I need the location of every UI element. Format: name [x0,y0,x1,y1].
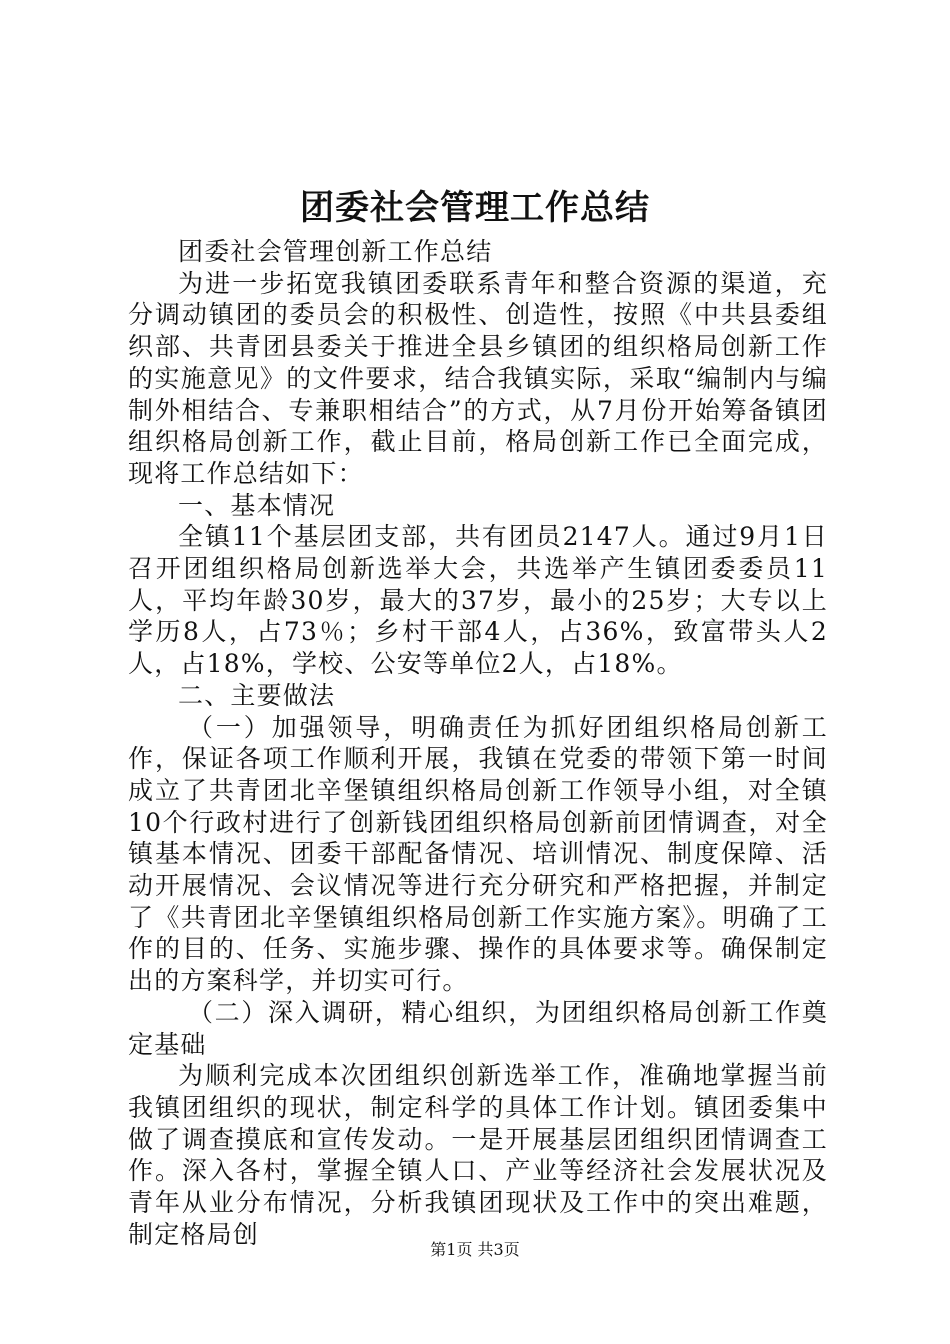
paragraph-intro: 为进一步拓宽我镇团委联系青年和整合资源的渠道，充分调动镇团的委员会的积极性、创造性，按照《中共县委组织部、共青团县委关于推进全县乡镇团的组织格局创新工作的实施意见》的文件要求，结合我镇实际，采取“编制内与编制外相结合、专兼职相结合”的方式，从7月份开始筹备镇团组织格局创新工作，截止目前，格局创新工作已全面完成，现将工作总结如下： [128,268,828,488]
page-footer: 第1页 共3页 [430,1240,520,1259]
paragraph-method-two: 为顺利完成本次团组织创新选举工作，准确地掌握当前我镇团组织的现状，制定科学的具体工作计划。镇团委集中做了调查摸底和宣传发动。一是开展基层团组织团情调查工作。深入各村，掌握全镇人口、产业等经济社会发展状况及青年从业分布情况，分析我镇团现状及工作中的突出难题，制定格局创 [128,1061,828,1249]
paragraph-method-one: （一）加强领导，明确责任为抓好团组织格局创新工作，保证各项工作顺利开展，我镇在党委的带领下第一时间成立了共青团北辛堡镇组织格局创新工作领导小组，对全镇10个行政村进行了创新钱团组织格局创新前团情调查，对全镇基本情况、团委干部配备情况、培训情况、制度保障、活动开展情况、会议情况等进行充分研究和严格把握，并制定了《共青团北辛堡镇组织格局创新工作实施方案》。明确了工作的目的、任务、实施步骤、操作的具体要求等。确保制定出的方案科学，并切实可行。 [128,712,828,996]
section-heading-methods: 二、主要做法 [178,680,336,710]
paragraph-subtitle: 团委社会管理创新工作总结 [178,237,493,266]
document-title: 团委社会管理工作总结 [300,188,650,228]
section-heading-basic: 一、基本情况 [178,490,336,520]
paragraph-method-two-heading: （二）深入调研，精心组织，为团组织格局创新工作奠定基础 [128,997,828,1059]
paragraph-basic: 全镇11个基层团支部，共有团员2147人。通过9月1日召开团组织格局创新选举大会，共选举产生镇团委委员11人，平均年龄30岁，最大的37岁，最小的25岁；大专以上学历8人，占73％；乡村干部4人，占36%，致富带头人2人，占18%，学校、公安等单位2人，占18%。 [128,522,828,679]
document-body [128,236,828,1251]
